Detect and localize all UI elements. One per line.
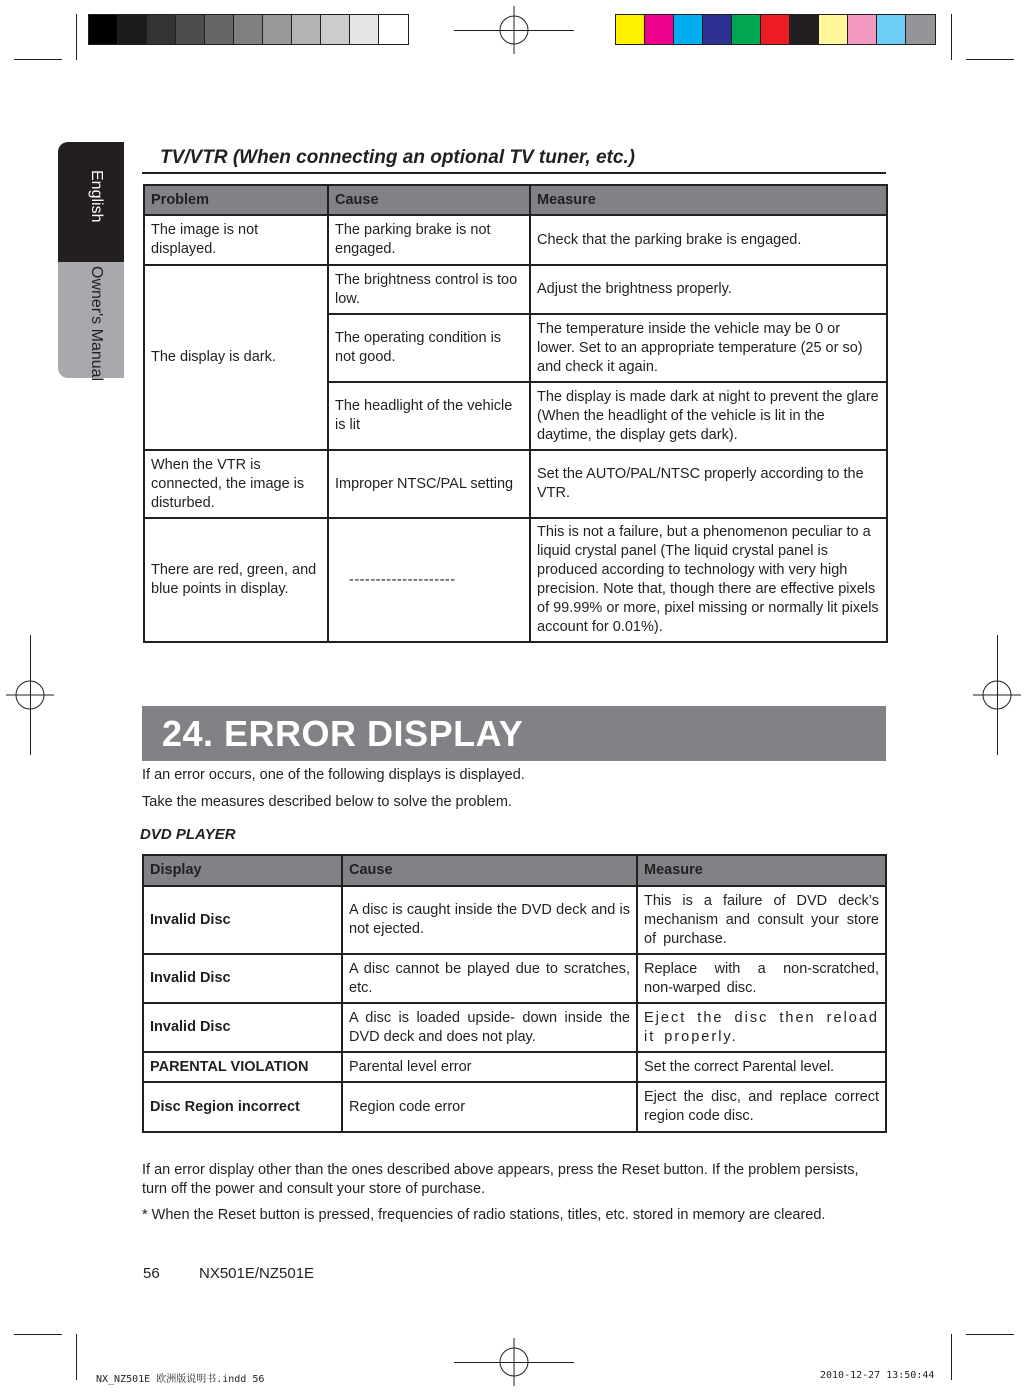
reset-footnote: * When the Reset button is pressed, frequencies of radio stations, titles, etc. stored in memory are cleared. — [142, 1207, 826, 1223]
dvd-player-label: DVD PLAYER — [140, 826, 236, 843]
table-row — [144, 450, 887, 518]
measure-cell: This is a failure of DVD deck’s mechanism and consult your store of purchase. — [637, 886, 886, 954]
header-measure: Measure — [530, 185, 887, 215]
page-number: 56 — [143, 1265, 160, 1282]
display-cell: PARENTAL VIOLATION — [143, 1052, 342, 1082]
process-color-bar — [615, 14, 936, 45]
color-swatch — [321, 15, 350, 44]
measure-cell: Check that the parking brake is engaged. — [530, 215, 887, 265]
table-row — [143, 886, 886, 954]
print-slug-file: NX_NZ501E 欧洲版说明书.indd 56 — [96, 1374, 265, 1385]
color-swatch — [732, 15, 761, 44]
color-swatch — [234, 15, 263, 44]
language-tab-label: English — [88, 170, 105, 223]
color-swatch — [118, 15, 147, 44]
measure-cell: The display is made dark at night to prevent the glare (When the headlight of the vehicle is lit in the daytime, the display gets dark). — [530, 382, 887, 450]
color-swatch — [89, 15, 118, 44]
header-cause: Cause — [342, 855, 637, 886]
cause-cell: The parking brake is not engaged. — [328, 215, 530, 265]
table-row — [144, 265, 887, 314]
cause-cell: Parental level error — [342, 1052, 637, 1082]
cause-cell: Region code error — [342, 1082, 637, 1132]
registration-mark-top — [484, 0, 544, 60]
color-swatch — [906, 15, 935, 44]
tv-troubleshooting-table — [143, 184, 888, 643]
measure-cell: Eject the disc, and replace correct region code disc. — [637, 1082, 886, 1132]
color-swatch — [790, 15, 819, 44]
color-swatch — [350, 15, 379, 44]
color-swatch — [848, 15, 877, 44]
color-swatch — [761, 15, 790, 44]
registration-mark-left — [0, 665, 60, 725]
measure-cell: This is not a failure, but a phenomenon peculiar to a liquid crystal panel (The liquid crystal panel is produced according to technology with very high precision. Note that, though there are effective pixels of 99.99% or more, pixel missing or normally lit pixels account for 0.01%). — [530, 518, 887, 642]
color-swatch — [205, 15, 234, 44]
problem-cell: There are red, green, and blue points in display. — [144, 518, 328, 642]
manual-tab-label: Owner's Manual — [88, 266, 105, 382]
cause-cell: The headlight of the vehicle is lit — [328, 382, 530, 450]
header-measure: Measure — [637, 855, 886, 886]
table-row — [144, 518, 887, 642]
registration-mark-bottom — [484, 1332, 544, 1392]
section-banner — [142, 706, 886, 761]
color-swatch — [176, 15, 205, 44]
color-swatch — [645, 15, 674, 44]
cause-cell: A disc is caught inside the DVD deck and is not ejected. — [342, 886, 637, 954]
cause-cell: The brightness control is too low. — [328, 265, 530, 314]
table-row — [143, 1082, 886, 1132]
display-cell: Invalid Disc — [143, 886, 342, 954]
problem-cell: The display is dark. — [144, 265, 328, 450]
model-number: NX501E/NZ501E — [199, 1265, 315, 1282]
manual-tab — [58, 262, 124, 382]
header-display: Display — [143, 855, 342, 886]
measure-cell: Set the AUTO/PAL/NTSC properly according to the VTR. — [530, 450, 887, 518]
language-tab — [58, 142, 124, 262]
dvd-error-table — [142, 854, 887, 1133]
header-problem: Problem — [144, 185, 328, 215]
measure-cell: Replace with a non-scratched, non-warped disc. — [637, 954, 886, 1003]
cause-cell: A disc cannot be played due to scratches, etc. — [342, 954, 637, 1003]
problem-cell: The image is not displayed. — [144, 215, 328, 265]
table-row — [143, 954, 886, 1003]
cause-cell: -------------------- — [328, 518, 530, 642]
title-rule — [142, 172, 886, 174]
display-cell: Invalid Disc — [143, 1003, 342, 1052]
measure-cell: The temperature inside the vehicle may be 0 or lower. Set to an appropriate temperature (25 or so) and check it again. — [530, 314, 887, 382]
color-swatch — [616, 15, 645, 44]
tv-section-title: TV/VTR (When connecting an optional TV tuner, etc.) — [160, 147, 636, 168]
display-cell: Disc Region incorrect — [143, 1082, 342, 1132]
intro-text-2: Take the measures described below to solve the problem. — [142, 794, 512, 810]
color-swatch — [379, 15, 408, 44]
display-cell: Invalid Disc — [143, 954, 342, 1003]
reset-note: If an error display other than the ones described above appears, press the Reset button. If the problem persists, turn off the power and consult your store of purchase. — [142, 1162, 859, 1197]
problem-cell: When the VTR is connected, the image is disturbed. — [144, 450, 328, 518]
measure-cell: Set the correct Parental level. — [637, 1052, 886, 1082]
print-slug-date: 2010-12-27 13:50:44 — [820, 1370, 935, 1381]
cause-cell: Improper NTSC/PAL setting — [328, 450, 530, 518]
measure-cell: Eject the disc then reload it properly. — [637, 1003, 886, 1052]
color-swatch — [877, 15, 906, 44]
cause-cell: A disc is loaded upside- down inside the DVD deck and does not play. — [342, 1003, 637, 1052]
color-swatch — [819, 15, 848, 44]
grayscale-color-bar — [88, 14, 409, 45]
table-row — [143, 1003, 886, 1052]
table-row — [143, 1052, 886, 1082]
header-cause: Cause — [328, 185, 530, 215]
color-swatch — [147, 15, 176, 44]
color-swatch — [674, 15, 703, 44]
color-swatch — [292, 15, 321, 44]
registration-mark-right — [967, 665, 1027, 725]
intro-text-1: If an error occurs, one of the following displays is displayed. — [142, 767, 525, 783]
cause-cell: The operating condition is not good. — [328, 314, 530, 382]
measure-cell: Adjust the brightness properly. — [530, 265, 887, 314]
section-heading: 24. ERROR DISPLAY — [162, 713, 524, 754]
color-swatch — [703, 15, 732, 44]
table-row — [144, 215, 887, 265]
color-swatch — [263, 15, 292, 44]
